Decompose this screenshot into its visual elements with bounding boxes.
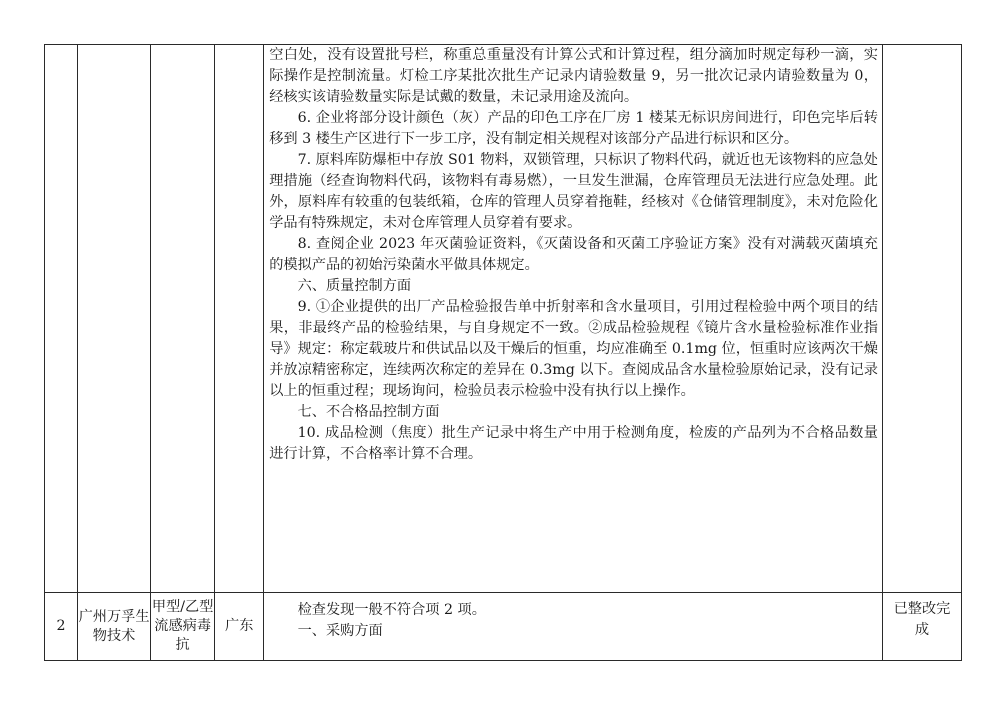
findings-paragraph: 8. 查阅企业 2023 年灭菌验证资料，《灭菌设备和灭菌工序验证方案》没有对满载灭菌填充的模拟产品的初始污染菌水平做具体规定。	[269, 236, 878, 273]
product-name: 甲型/乙型流感病毒抗	[151, 599, 214, 653]
province-cell	[215, 45, 264, 593]
findings-paragraph: 一、采购方面	[297, 623, 383, 639]
findings-paragraph: 6. 企业将部分设计颜色（灰）产品的印色工序在厂房 1 楼某无标识房间进行，印色完毕后转移到 3 楼生产区进行下一步工序，没有制定相关规程对该部分产品进行标识和区分。	[269, 110, 878, 147]
findings-cell	[264, 45, 883, 593]
findings-paragraph: 10. 成品检测（焦度）批生产记录中将生产中用于检测角度，检废的产品列为不合格品数量进行计算，不合格率计算不合理。	[269, 425, 878, 462]
status-cell	[882, 593, 961, 661]
findings-paragraph: 7. 原料库防爆柜中存放 S01 物料，双锁管理，只标识了物料代码，就近也无该物料的应急处理措施（经查询物料代码，该物料有毒易燃），一旦发生泄漏，仓库管理员无法进行应急处理。此外，原料库有较重的包装纸箱，仓库的管理人员穿着拖鞋，经核对《仓储管理制度》，未对危险化学品有特殊规定，未对仓库管理人员穿着有要求。	[269, 152, 878, 231]
status-cell	[882, 45, 961, 593]
company-cell	[78, 45, 151, 593]
table-row	[45, 45, 962, 593]
rectification-status: 已整改完成	[893, 601, 951, 638]
company-cell	[78, 593, 151, 661]
product-cell	[151, 45, 215, 593]
company-name: 广州万孚生物技术	[78, 608, 150, 644]
findings-paragraph: 9. ①企业提供的出厂产品检验报告单中折射率和含水量项目，引用过程检验中两个项目的结果，非最终产品的检验结果，与自身规定不一致。②成品检验规程《镜片含水量检验标准作业指导》规定：称定载玻片和供试品以及干燥后的恒重，均应准确至 0.1mg 位，恒重时应该两次干燥并放凉精密称定，连续两次称定的差异在 0.3mg 以下。查阅成品含水量检验原始记录，没有记录以上的恒重过程；现场询问，检验员表示检验中没有执行以上操作。	[269, 299, 878, 399]
province-cell	[215, 593, 264, 661]
findings-text	[264, 593, 882, 642]
findings-paragraph: 六、质量控制方面	[297, 278, 412, 294]
findings-paragraph: 七、不合格品控制方面	[297, 404, 440, 420]
number-cell	[45, 45, 78, 593]
findings-paragraph: 检查发现一般不符合项 2 项。	[297, 602, 486, 618]
findings-cell	[264, 593, 883, 661]
number-cell	[45, 593, 78, 661]
province-name: 广东	[225, 618, 254, 634]
findings-paragraph: 空白处，没有设置批号栏，称重总重量没有计算公式和计算过程，组分滴加时规定每秒一滴，实际操作是控制流量。灯检工序某批次批生产记录内请验数量 9，另一批次记录内请验数量为 0，经核实该请验数量实际是试戴的数量，未记录用途及流向。	[269, 47, 878, 105]
findings-text	[264, 45, 882, 465]
row-number: 2	[56, 618, 66, 634]
product-cell	[151, 593, 215, 661]
inspection-table	[44, 44, 962, 661]
table-row	[45, 593, 962, 661]
